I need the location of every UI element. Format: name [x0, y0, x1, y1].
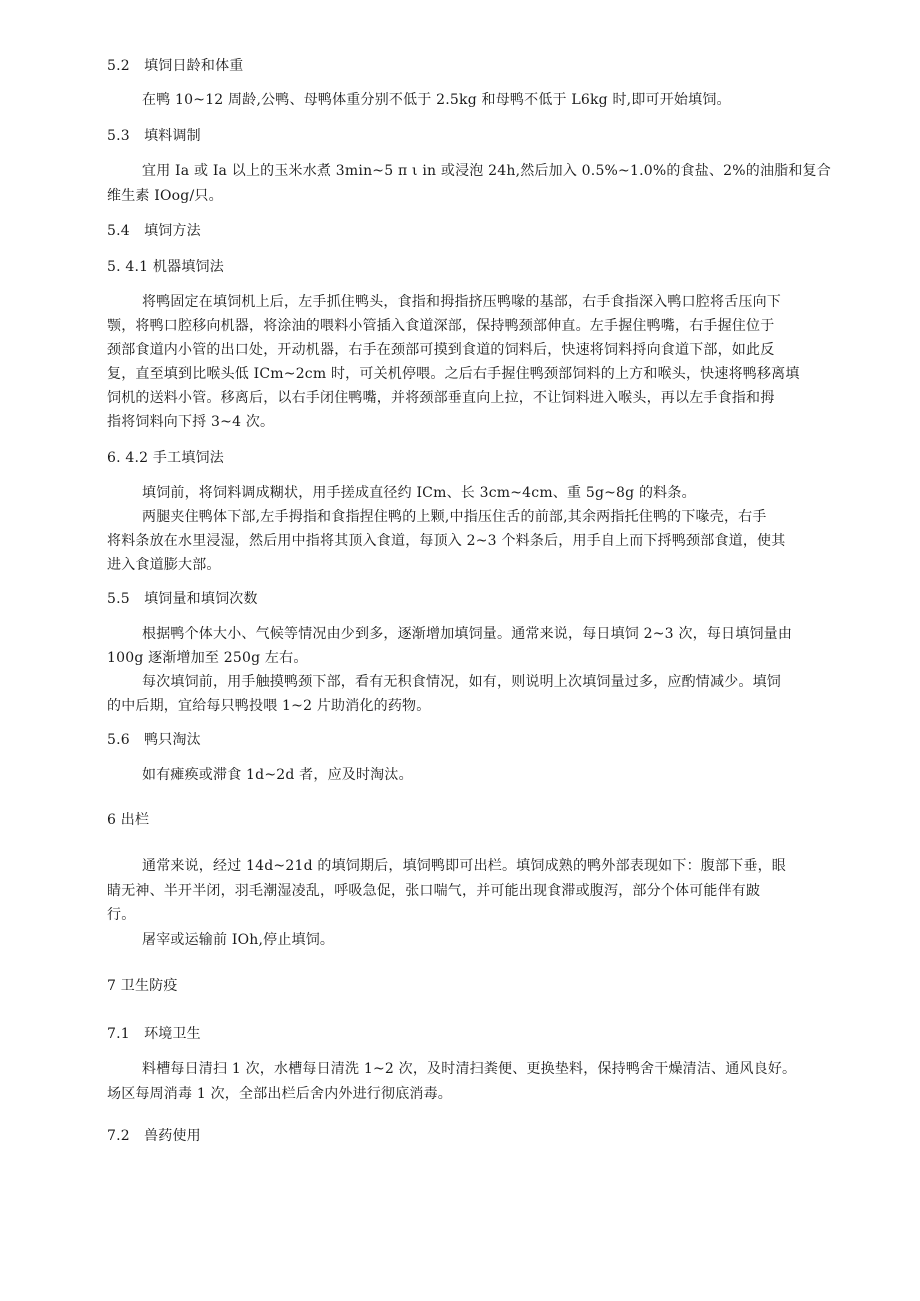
paragraph-line: 填饲前，将饲料调成糊状，用手搓成直径约 ICm、长 3cm~4cm、重 5g~8g 的料条。	[142, 485, 696, 501]
paragraph-line: 行。	[107, 907, 136, 923]
paragraph-line: 的中后期，宜给每只鸭投喂 1~2 片助消化的药物。	[107, 698, 431, 714]
paragraph-line: 宜用 Ia 或 Ia 以上的玉米水煮 3min~5 π ι in 或浸泡 24h,然后加入 0.5%~1.0%的食盐、2%的油脂和复合	[142, 163, 831, 179]
paragraph-line: 将料条放在水里浸湿，然后用中指将其顶入食道，每顶入 2~3 个料条后，用手自上而下捋鸭颈部食道，使其	[107, 533, 786, 549]
paragraph-line: 将鸭固定在填饲机上后，左手抓住鸭头，食指和拇指挤压鸭喙的基部，右手食指深入鸭口腔将舌压向下	[142, 294, 781, 310]
paragraph-line: 维生素 IOog/只。	[107, 188, 223, 204]
section-heading-7-1: 7.1 环境卫生	[107, 1026, 201, 1042]
subsection-heading-4-2: 6. 4.2 手工填饲法	[107, 450, 224, 466]
paragraph-line: 两腿夹住鸭体下部,左手拇指和食指捏住鸭的上颗,中指压住舌的前部,其余两指托住鸭的下喙壳，右手	[142, 509, 767, 525]
paragraph-line: 如有瘫痪或滞食 1d~2d 者，应及时淘汰。	[142, 767, 413, 783]
section-heading-5-6: 5.6 鸭只淘汰	[107, 732, 201, 748]
paragraph-line: 每次填饲前，用手触摸鸭颈下部，看有无积食情况，如有，则说明上次填饲量过多，应酌情减少。填饲	[142, 674, 781, 690]
section-heading-5-4: 5.4 填饲方法	[107, 223, 201, 239]
paragraph-line: 饲机的送料小管。移离后，以右手闭住鸭嘴，并将颈部垂直向上拉，不让饲料进入喉头，再以左手食指和拇	[107, 390, 775, 406]
paragraph-line: 颚，将鸭口腔移向机器，将涂油的喂料小管插入食道深部，保持鸭颈部伸直。左手握住鸭嘴，右手握住位于	[107, 318, 775, 334]
section-heading-7-2: 7.2 兽药使用	[107, 1128, 201, 1144]
paragraph-line: 场区每周消毒 1 次，全部出栏后舍内外进行彻底消毒。	[107, 1086, 453, 1102]
paragraph-line: 根据鸭个体大小、气候等情况由少到多，逐渐增加填饲量。通常来说，每日填饲 2~3 次，每日填饲量由	[142, 626, 793, 642]
paragraph-line: 进入食道膨大部。	[107, 557, 221, 573]
chapter-heading-6: 6 出栏	[107, 812, 150, 828]
paragraph-line: 屠宰或运输前 IOh,停止填饲。	[142, 932, 335, 948]
subsection-heading-4-1: 5. 4.1 机器填饲法	[107, 259, 224, 275]
section-heading-5-3: 5.3 填料调制	[107, 128, 201, 144]
paragraph-line: 指将饲料向下捋 3~4 次。	[107, 414, 275, 430]
paragraph-line: 颈部食道内小管的出口处，开动机器，右手在颈部可摸到食道的饲料后，快速将饲料捋向食道下部，如此反	[107, 342, 775, 358]
paragraph-line: 料槽每日清扫 1 次，水槽每日清洗 1~2 次，及时清扫粪便、更换垫料，保持鸭舍干燥清洁、通风良好。	[142, 1061, 797, 1077]
chapter-heading-7: 7 卫生防疫	[107, 978, 178, 994]
paragraph-line: 复，直至填到比喉头低 ICm~2cm 时，可关机停喂。之后右手握住鸭颈部饲料的上方和喉头，快速将鸭移离填	[107, 366, 800, 382]
section-heading-5-2: 5.2 填饲日龄和体重	[107, 58, 244, 74]
paragraph-line: 睛无神、半开半闭，羽毛潮湿凌乱，呼吸急促，张口喘气，并可能出现食滞或腹泻，部分个体可能伴有跛	[107, 883, 761, 899]
paragraph-line: 通常来说，经过 14d~21d 的填饲期后，填饲鸭即可出栏。填饲成熟的鸭外部表现如下：腹部下垂，眼	[142, 858, 786, 874]
paragraph-line: 100g 逐渐增加至 250g 左右。	[107, 650, 308, 666]
section-heading-5-5: 5.5 填饲量和填饲次数	[107, 591, 258, 607]
paragraph-line: 在鸭 10~12 周龄,公鸭、母鸭体重分别不低于 2.5kg 和母鸭不低于 L6kg 时,即可开始填饲。	[142, 92, 731, 108]
